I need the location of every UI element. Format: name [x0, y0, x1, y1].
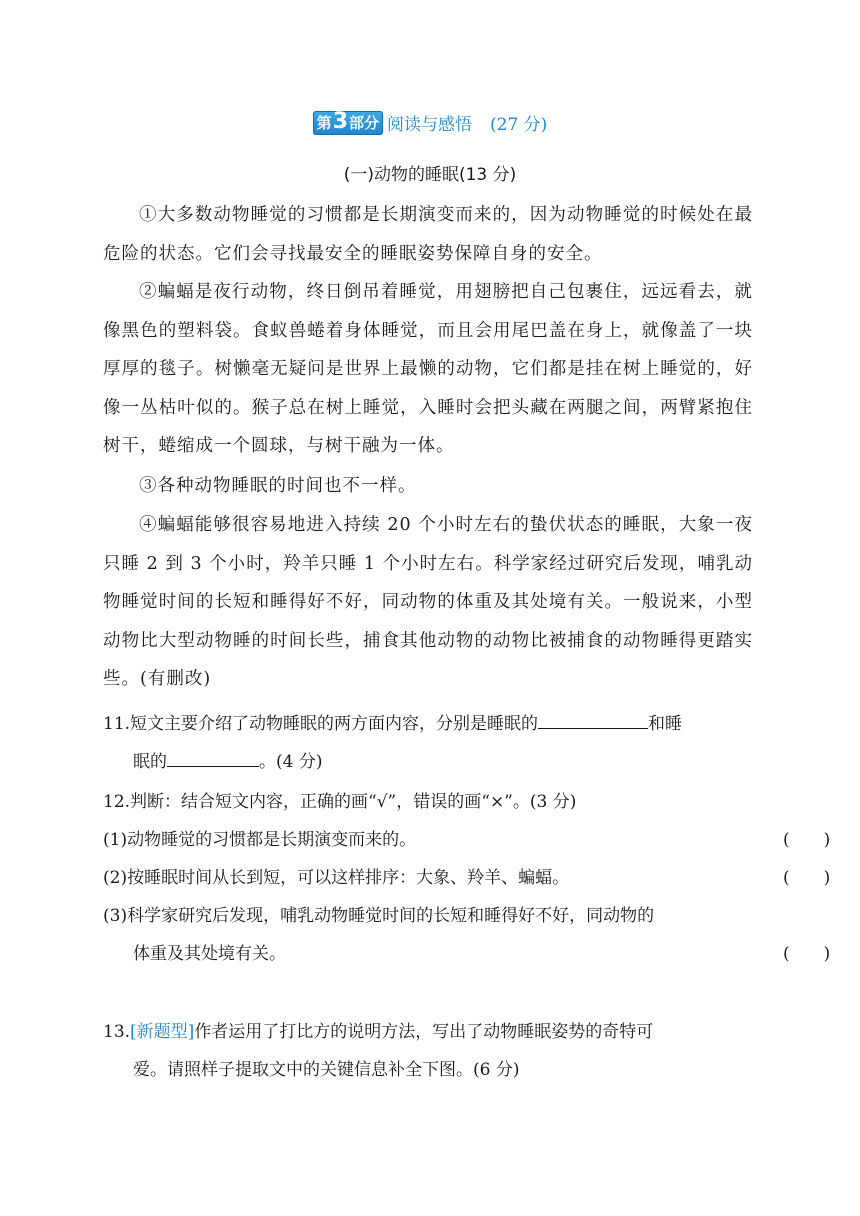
q11-line1: 11.短文主要介绍了动物睡眠的两方面内容，分别是睡眠的	[103, 714, 539, 734]
passage-title: (一)动物的睡眠(13 分)	[343, 165, 517, 185]
badge-suffix: 部分	[349, 113, 380, 132]
q12-item-2: (2)按睡眠时间从长到短，可以这样排序：大象、羚羊、蝙蝠。	[103, 868, 570, 888]
badge-prefix: 第	[316, 113, 332, 132]
question-11	[103, 705, 763, 781]
section-badge	[313, 108, 383, 135]
paragraph-3: ③各种动物睡眠的时间也不一样。	[139, 476, 417, 496]
q12-answer-1[interactable]: ( )	[783, 830, 831, 850]
q11-blank-2[interactable]	[167, 744, 259, 767]
q13-line2: 爱。请照样子提取文中的关键信息补全下图。(6 分)	[133, 1060, 520, 1080]
q12-answer-2[interactable]: ( )	[783, 868, 831, 888]
section-score: (27 分)	[490, 115, 548, 135]
q11-blank-1[interactable]	[538, 706, 648, 729]
q12-item-3: (3)科学家研究后发现，哺乳动物睡觉时间的长短和睡得好不好，同动物的	[103, 906, 655, 926]
question-12	[103, 783, 831, 973]
q11-line2-start: 眠的	[133, 752, 167, 772]
section-header	[0, 110, 860, 135]
q13-line1: 作者运用了打比方的说明方法，写出了动物睡眠姿势的奇特可	[194, 1022, 654, 1042]
paragraph-1: ①大多数动物睡觉的习惯都是长期演变而来的，因为动物睡觉的时候处在最危险的状态。它们会寻找最安全的睡眠姿势保障自身的安全。	[103, 205, 753, 264]
q11-line2-end: 。(4 分)	[259, 752, 323, 772]
badge-number: 3	[332, 108, 348, 134]
new-question-type-tag: [新题型]	[130, 1022, 195, 1042]
paragraph-2: ②蝙蝠是夜行动物，终日倒吊着睡觉，用翅膀把自己包裹住，远远看去，就像黑色的塑料袋。食蚁兽蜷着身体睡觉，而且会用尾巴盖在身上，就像盖了一块厚厚的毯子。树懒毫无疑问是世界上最懒的动物，它们都是挂在树上睡觉的，好像一丛枯叶似的。猴子总在树上睡觉，入睡时会把头藏在两腿之间，两臂紧抱住树干，蜷缩成一个圆球，与树干融为一体。	[103, 282, 753, 456]
paragraph-4: ④蝙蝠能够很容易地进入持续 20 个小时左右的蛰伏状态的睡眠，大象一夜只睡 2 到 3 个小时，羚羊只睡 1 个小时左右。科学家经过研究后发现，哺乳动物睡觉时间的长短和睡得好不好，同动物的体重及其处境有关。一般说来，小型动物比大型动物睡的时间长些，捕食其他动物的动物比被捕食的动物睡得更踏实些。(有删改)	[103, 515, 753, 689]
q12-item-3-cont: 体重及其处境有关。	[133, 944, 286, 964]
q12-item-1: (1)动物睡觉的习惯都是长期演变而来的。	[103, 830, 417, 850]
q13-number: 13.	[103, 1022, 131, 1042]
q12-stem: 12.判断：结合短文内容，正确的画“√”，错误的画“×”。(3 分)	[103, 792, 577, 812]
section-title: 阅读与感悟	[387, 115, 473, 135]
q12-answer-3[interactable]: ( )	[783, 944, 831, 964]
question-13	[103, 1013, 763, 1089]
q11-line1-end: 和睡	[648, 714, 683, 734]
